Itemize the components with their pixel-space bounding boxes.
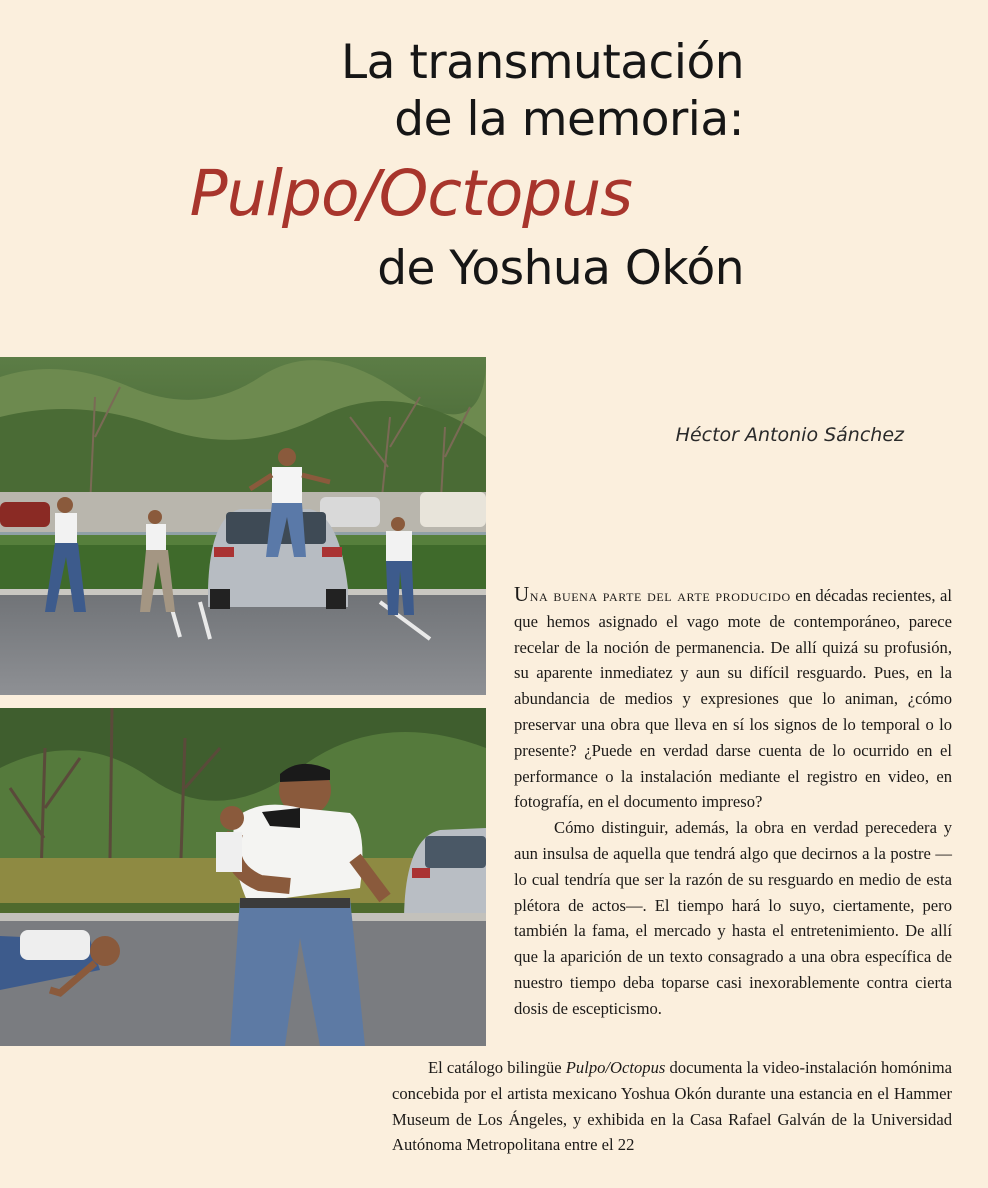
catalog-title: Pulpo/Octopus [565,1058,666,1077]
lead-in [514,582,791,606]
paragraph-1-text: en décadas recientes, al que hemos asignado el vago mote de contemporáneo, parece recelar de la noción de permanencia. De allí quizá su profusión, su aparente inmediatez y aun su difícil resguardo. Pues, en la abundancia de medios y expresiones que lo animan, ¿cómo preservar una obra que lleva en sí los signos de lo temporal o lo presente? ¿Puede en verdad darse cuenta de lo ocurrido en el performance o la instalación mediante el registro en video, en fotografía, en el documento impreso? [514,586,952,812]
article-column [514,582,952,1022]
paragraph-3 [392,1055,952,1158]
paragraph-2: Cómo distinguir, además, la obra en verdad perecedera y aun insulsa de aquella que tendrá algo que decirnos a la postre —lo cual tendría que ser la razón de su resguardo en medio de esta plétora de actos—. El tiempo hará lo suyo, ciertamente, pero también la fama, el mercado y hasta el entretenimiento. De allí que la aparición de un texto consagrado a una obra específica de nuestro tiempo deba toparse casi inexorablemente contra cierta dosis de escepticismo. [514,818,952,1018]
paragraph-3-end: documenta la video-instalación homónima concebida por el artista mexicano Yoshua Okón durante una estancia en el Hammer Museum de Los Ángeles, y exhibida en la Casa Rafael Galván de la Universidad Autónoma Metropolitana entre el 22 [392,1058,952,1155]
author-byline: Héctor Antonio Sánchez [675,424,904,446]
title-artwork-name: Pulpo/Octopus [189,157,632,230]
title-line-1: La transmutación [341,35,744,90]
article-title [190,34,744,297]
paragraph-3-start: El catálogo bilingüe [428,1058,566,1077]
paragraph-1 [514,582,952,815]
performer-closeup-photo [0,708,486,1046]
lead-words: na buena parte del arte producido [529,586,791,605]
lead-cap: U [514,582,530,606]
title-line-4: de Yoshua Okón [377,241,744,296]
title-line-2: de la memoria: [394,92,744,147]
parking-lot-performance-photo [0,357,486,695]
